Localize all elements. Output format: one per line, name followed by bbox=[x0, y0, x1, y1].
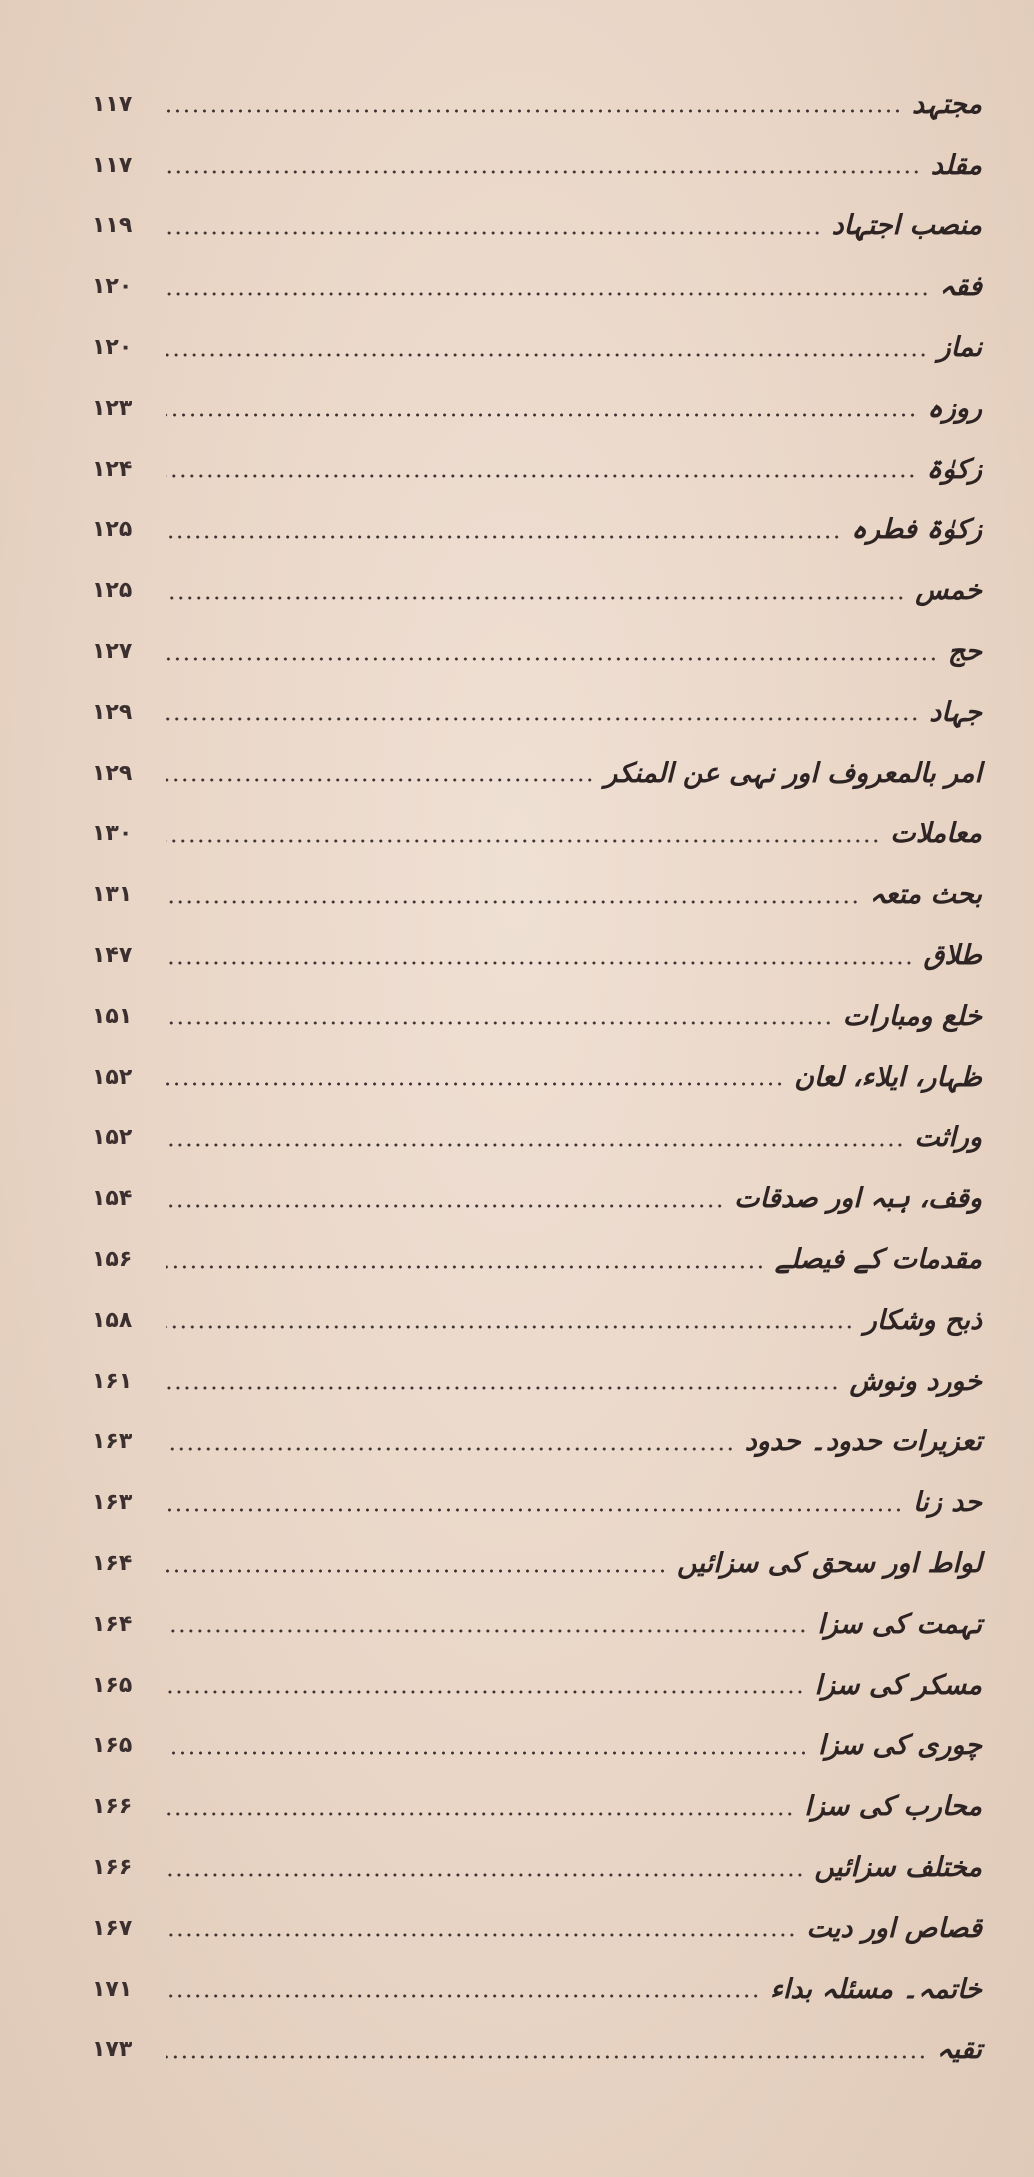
dot-leader bbox=[166, 1143, 904, 1147]
dot-leader bbox=[166, 1447, 735, 1451]
toc-entry-title: مقلد bbox=[930, 149, 982, 181]
toc-entry-page-number: ۱۶۵ bbox=[92, 1733, 133, 1759]
toc-entry bbox=[92, 1047, 982, 1108]
dot-leader bbox=[166, 961, 913, 965]
toc-entry bbox=[92, 439, 982, 500]
toc-entry bbox=[92, 1290, 982, 1351]
dot-leader bbox=[166, 1021, 833, 1025]
toc-entry bbox=[92, 1837, 982, 1898]
toc-entry-title: فقہ bbox=[939, 271, 982, 303]
toc-entry bbox=[92, 1108, 982, 1169]
toc-entry-title: لواط اور سحق کی سزائیں bbox=[677, 1548, 982, 1580]
toc-entry-page-number: ۱۵۶ bbox=[92, 1247, 133, 1273]
toc-entry-page-number: ۱۵۲ bbox=[92, 1064, 133, 1090]
toc-entry-title: ذبح وشکار bbox=[863, 1304, 982, 1336]
toc-entry-page-number: ۱۱۷ bbox=[92, 152, 133, 178]
dot-leader bbox=[166, 839, 880, 843]
toc-entry-page-number: ۱۲۵ bbox=[92, 578, 133, 604]
toc-entry-title: بحث متعہ bbox=[869, 879, 982, 911]
toc-entry-page-number: ۱۶۳ bbox=[92, 1490, 133, 1516]
toc-entry-title: معاملات bbox=[890, 818, 982, 850]
toc-entry bbox=[92, 864, 982, 925]
toc-entry bbox=[92, 1655, 982, 1716]
toc-entry-title: وقف، ہبہ اور صدقات bbox=[734, 1183, 982, 1215]
toc-entry bbox=[92, 1533, 982, 1594]
toc-entry bbox=[92, 621, 982, 682]
dot-leader bbox=[166, 353, 928, 357]
dot-leader bbox=[166, 170, 921, 174]
toc-entry bbox=[92, 925, 982, 986]
toc-entry-title: تقیہ bbox=[936, 2034, 982, 2066]
dot-leader bbox=[166, 778, 594, 782]
toc-entry-page-number: ۱۱۷ bbox=[92, 91, 133, 117]
toc-entry-page-number: ۱۵۴ bbox=[92, 1186, 133, 1212]
toc-entry-page-number: ۱۴۷ bbox=[92, 943, 133, 969]
toc-entry-title: محارب کی سزا bbox=[804, 1791, 982, 1823]
toc-entry bbox=[92, 1229, 982, 1290]
toc-entry-page-number: ۱۳۰ bbox=[92, 821, 133, 847]
toc-entry bbox=[92, 1472, 982, 1533]
toc-entry bbox=[92, 1351, 982, 1412]
dot-leader bbox=[166, 292, 930, 296]
dot-leader bbox=[166, 1265, 765, 1269]
toc-entry-page-number: ۱۲۰ bbox=[92, 335, 133, 361]
toc-entry-page-number: ۱۶۷ bbox=[92, 1915, 133, 1941]
toc-entry-title: خورد ونوش bbox=[849, 1365, 982, 1397]
toc-entry-title: مجتہد bbox=[911, 88, 982, 120]
toc-entry-page-number: ۱۲۳ bbox=[92, 395, 133, 421]
dot-leader bbox=[166, 717, 919, 721]
toc-entry-page-number: ۱۲۹ bbox=[92, 699, 133, 725]
dot-leader bbox=[166, 657, 938, 661]
toc-entry-page-number: ۱۶۶ bbox=[92, 1794, 133, 1820]
dot-leader bbox=[166, 535, 841, 539]
toc-entry-title: مسکر کی سزا bbox=[814, 1669, 982, 1701]
toc-entry-title: نماز bbox=[937, 332, 982, 364]
toc-entry-title: طلاق bbox=[923, 940, 982, 972]
toc-entry bbox=[92, 1412, 982, 1473]
dot-leader bbox=[166, 900, 860, 904]
toc-entry bbox=[92, 74, 982, 135]
toc-entry-page-number: ۱۵۱ bbox=[92, 1003, 133, 1029]
toc-entry bbox=[92, 560, 982, 621]
toc-entry-title: جہاد bbox=[929, 696, 982, 728]
table-of-contents bbox=[92, 74, 982, 2080]
dot-leader bbox=[166, 1325, 854, 1329]
toc-entry bbox=[92, 1776, 982, 1837]
dot-leader bbox=[166, 1751, 808, 1755]
toc-entry-title: حد زنا bbox=[912, 1487, 982, 1519]
toc-entry-page-number: ۱۱۹ bbox=[92, 213, 133, 239]
dot-leader bbox=[166, 1569, 667, 1573]
toc-entry-title: وراثت bbox=[914, 1122, 982, 1154]
toc-entry-title: تہمت کی سزا bbox=[817, 1608, 982, 1640]
toc-entry-page-number: ۱۲۹ bbox=[92, 760, 133, 786]
toc-entry-title: امر بالمعروف اور نہی عن المنکر bbox=[604, 757, 982, 789]
dot-leader bbox=[166, 474, 916, 478]
toc-entry-page-number: ۱۲۰ bbox=[92, 274, 133, 300]
toc-entry-page-number: ۱۷۳ bbox=[92, 2037, 133, 2063]
toc-entry-title: خاتمہ۔ مسئلہ بداء bbox=[770, 1973, 982, 2005]
toc-entry bbox=[92, 986, 982, 1047]
toc-entry-page-number: ۱۵۲ bbox=[92, 1125, 133, 1151]
toc-entry bbox=[92, 500, 982, 561]
dot-leader bbox=[166, 1204, 724, 1208]
toc-entry-title: زکوٰۃ فطرہ bbox=[851, 514, 982, 546]
toc-entry bbox=[92, 135, 982, 196]
toc-entry-page-number: ۱۲۴ bbox=[92, 456, 133, 482]
dot-leader bbox=[166, 1386, 839, 1390]
toc-entry bbox=[92, 1594, 982, 1655]
toc-entry bbox=[92, 1716, 982, 1777]
toc-entry-title: حج bbox=[947, 636, 982, 668]
toc-entry bbox=[92, 1168, 982, 1229]
toc-entry-title: خمس bbox=[915, 575, 982, 607]
toc-entry bbox=[92, 196, 982, 257]
dot-leader bbox=[166, 1873, 804, 1877]
toc-entry-page-number: ۱۶۴ bbox=[92, 1551, 133, 1577]
toc-entry-page-number: ۱۶۵ bbox=[92, 1672, 133, 1698]
dot-leader bbox=[166, 596, 905, 600]
dot-leader bbox=[166, 2055, 927, 2059]
dot-leader bbox=[166, 1933, 796, 1937]
toc-entry bbox=[92, 1959, 982, 2020]
toc-entry bbox=[92, 743, 982, 804]
toc-entry-title: مقدمات کے فیصلے bbox=[774, 1244, 982, 1276]
dot-leader bbox=[166, 413, 917, 417]
toc-entry-title: تعزیرات حدود۔ حدود bbox=[744, 1426, 982, 1458]
toc-entry-title: زکوٰۃ bbox=[926, 453, 982, 485]
toc-entry bbox=[92, 378, 982, 439]
dot-leader bbox=[166, 109, 902, 113]
toc-entry-title: خلع ومبارات bbox=[842, 1000, 982, 1032]
dot-leader bbox=[166, 1082, 784, 1086]
toc-entry-page-number: ۱۶۴ bbox=[92, 1611, 133, 1637]
toc-entry-page-number: ۱۶۶ bbox=[92, 1855, 133, 1880]
toc-entry-page-number: ۱۶۳ bbox=[92, 1429, 133, 1455]
toc-entry-page-number: ۱۲۷ bbox=[92, 639, 133, 665]
toc-entry-title: چوری کی سزا bbox=[818, 1730, 982, 1762]
dot-leader bbox=[166, 1508, 903, 1512]
toc-entry bbox=[92, 256, 982, 317]
toc-entry-title: ظہار، ایلاء، لعان bbox=[794, 1061, 982, 1093]
toc-entry bbox=[92, 1898, 982, 1959]
toc-entry-page-number: ۱۵۸ bbox=[92, 1307, 133, 1333]
dot-leader bbox=[166, 1812, 794, 1816]
toc-entry bbox=[92, 682, 982, 743]
dot-leader bbox=[166, 1994, 760, 1998]
toc-entry-title: قصاص اور دیت bbox=[806, 1912, 982, 1944]
toc-entry-title: روزہ bbox=[927, 392, 982, 424]
dot-leader bbox=[166, 1690, 804, 1694]
toc-entry-title: مختلف سزائیں bbox=[814, 1852, 982, 1883]
toc-entry-page-number: ۱۶۱ bbox=[92, 1368, 133, 1394]
dot-leader bbox=[166, 231, 822, 235]
dot-leader bbox=[166, 1629, 807, 1633]
toc-entry-page-number: ۱۷۱ bbox=[92, 1976, 133, 2002]
toc-entry bbox=[92, 317, 982, 378]
toc-entry-page-number: ۱۲۵ bbox=[92, 517, 133, 543]
toc-entry-title: منصب اجتہاد bbox=[831, 210, 982, 242]
toc-entry bbox=[92, 804, 982, 865]
toc-entry bbox=[92, 2020, 982, 2081]
toc-entry-page-number: ۱۳۱ bbox=[92, 882, 133, 908]
